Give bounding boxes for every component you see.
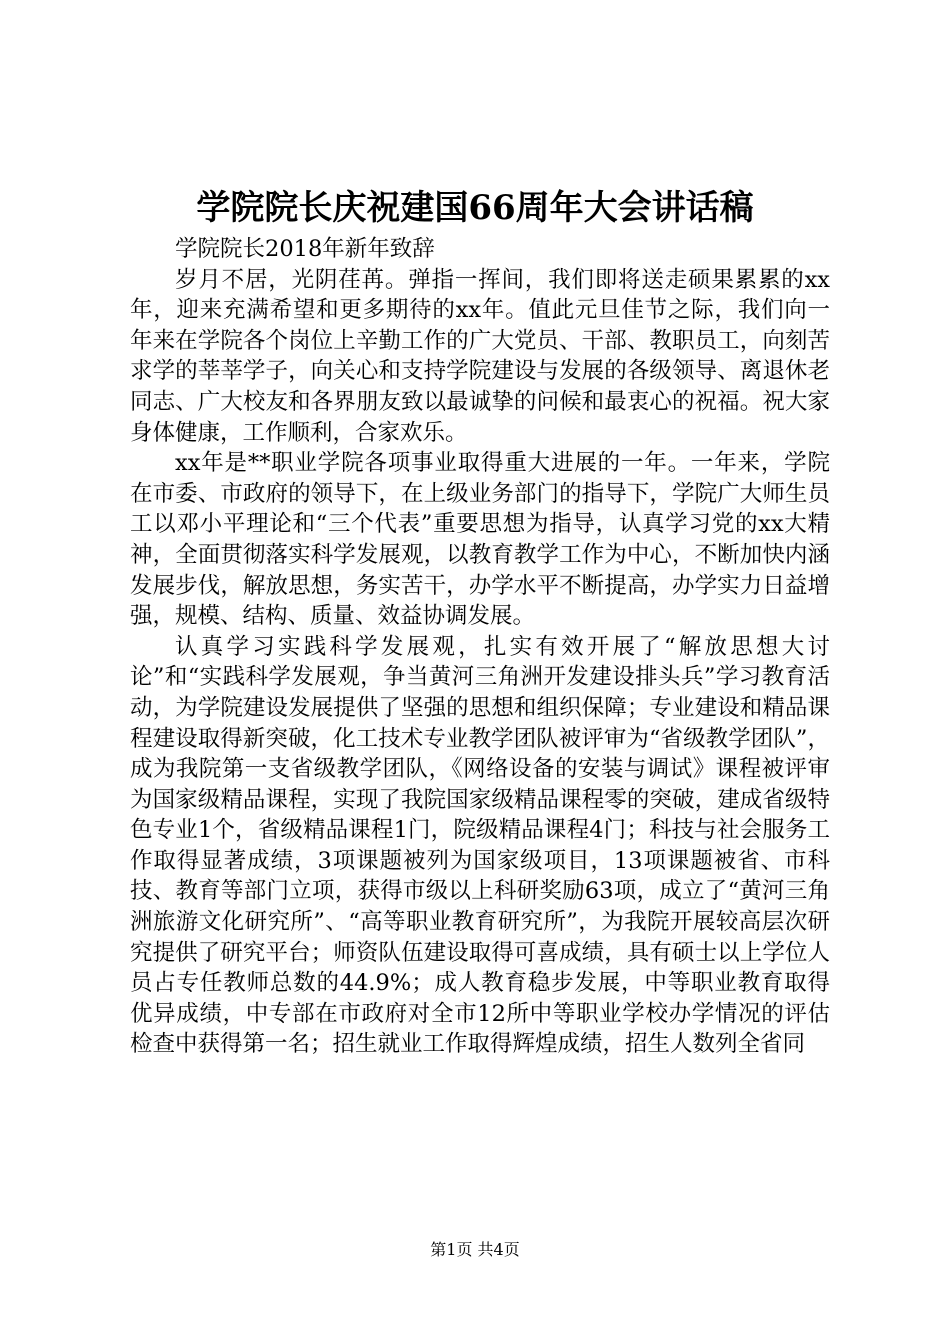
- document-body: [130, 234, 830, 1060]
- paragraph-2: xx年是**职业学院各项事业取得重大进展的一年。一年来，学院在市委、市政府的领导下，在上级业务部门的指导下，学院广大师生员工以邓小平理论和“三个代表”重要思想为指导，认真学习党的xx大精神，全面贯彻落实科学发展观，以教育教学工作为中心，不断加快内涵发展步伐，解放思想，务实苦干，办学水平不断提高，办学实力日益增强，规模、结构、质量、效益协调发展。: [130, 450, 830, 630]
- page-footer: 第1页 共4页: [430, 1240, 520, 1259]
- paragraph-1: 岁月不居，光阴荏苒。弹指一挥间，我们即将送走硕果累累的xx年，迎来充满希望和更多期待的xx年。值此元旦佳节之际，我们向一年来在学院各个岗位上辛勤工作的广大党员、干部、教职员工，向刻苦求学的莘莘学子，向关心和支持学院建设与发展的各级领导、离退休老同志、广大校友和各界朋友致以最诚挚的问候和最衷心的祝福。祝大家身体健康，工作顺利，合家欢乐。: [130, 266, 830, 446]
- page-title: 学院院长庆祝建国66周年大会讲话稿: [196, 188, 754, 228]
- document-subtitle: 学院院长2018年新年致辞: [175, 236, 435, 262]
- paragraph-3: 认真学习实践科学发展观，扎实有效开展了“解放思想大讨论”和“实践科学发展观，争当黄河三角洲开发建设排头兵”学习教育活动，为学院建设发展提供了坚强的思想和组织保障；专业建设和精品课程建设取得新突破，化工技术专业教学团队被评审为“省级教学团队”，成为我院第一支省级教学团队，《网络设备的安装与调试》课程被评审为国家级精品课程，实现了我院国家级精品课程零的突破，建成省级特色专业1个，省级精品课程1门，院级精品课程4门；科技与社会服务工作取得显著成绩，3项课题被列为国家级项目，13项课题被省、市科技、教育等部门立项，获得市级以上科研奖励63项，成立了“黄河三角洲旅游文化研究所”、“高等职业教育研究所”，为我院开展较高层次研究提供了研究平台；师资队伍建设取得可喜成绩，具有硕士以上学位人员占专任教师总数的44.9%；成人教育稳步发展，中等职业教育取得优异成绩，中专部在市政府对全市12所中等职业学校办学情况的评估检查中获得第一名；招生就业工作取得辉煌成绩，招生人数列全省同: [130, 633, 830, 1058]
